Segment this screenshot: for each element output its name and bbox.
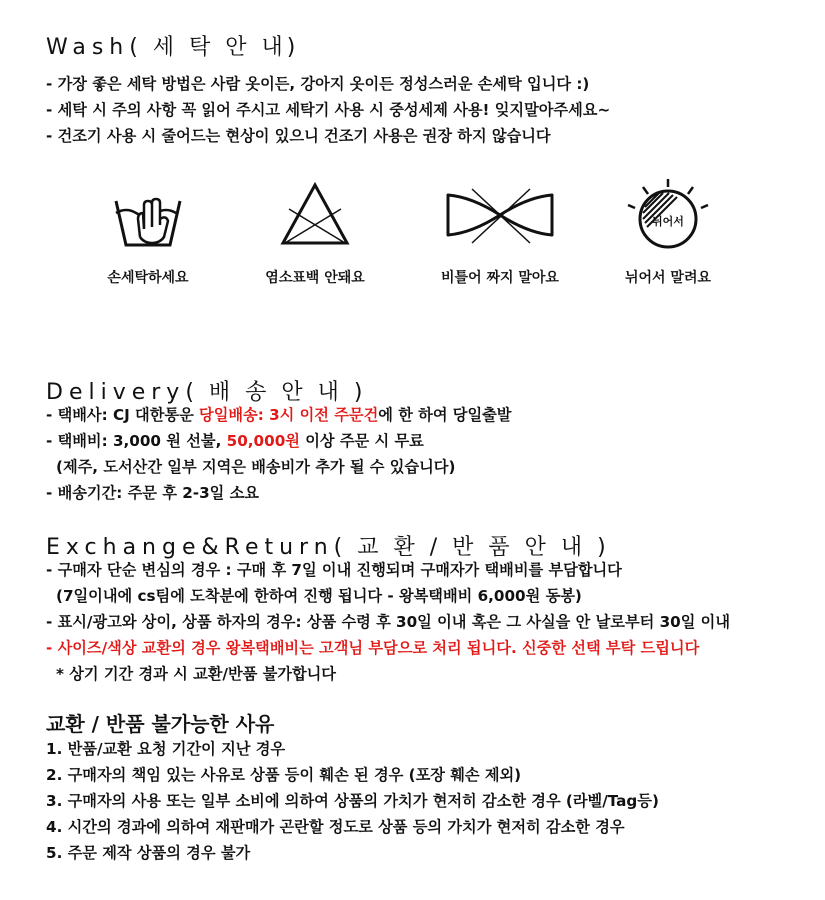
delivery-courier-suffix: 에 한 하여 당일출발 <box>378 406 512 424</box>
care-icon-item <box>410 175 590 287</box>
delivery-fee-text: - 택배비: 3,000 원 선불, <box>46 432 227 450</box>
wash-title-ko: ( 세 탁 안 내) <box>129 35 300 60</box>
exchange-title-ko: ( 교 환 / 반 품 안 내 ) <box>333 535 610 560</box>
delivery-courier-text: - 택배사: CJ 대한통운 <box>46 406 200 424</box>
free-shipping-threshold: 50,000원 <box>226 432 300 450</box>
delivery-line <box>46 428 511 454</box>
care-icon-item <box>58 175 238 287</box>
list-item: 2. 구매자의 책임 있는 사유로 상품 등이 훼손 된 경우 (포장 훼손 제외) <box>46 766 522 784</box>
exchange-warning-line: - 사이즈/색상 교환의 경우 왕복택배비는 고객님 부담으로 처리 됩니다. 신중한 선택 부탁 드립니다 <box>46 639 700 657</box>
delivery-line <box>46 402 511 428</box>
list-item: 1. 반품/교환 요청 기간이 지난 경우 <box>46 740 286 758</box>
flat-dry-badge-text: 뉘어서 <box>652 215 684 228</box>
hand-wash-icon <box>108 175 188 255</box>
exchange-line: (7일이내에 cs팀에 도착분에 한하여 진행 됩니다 - 왕복택배비 6,000원 동봉) <box>56 587 582 605</box>
wash-title-en: Wash <box>46 35 130 60</box>
care-icon-label: 뉘어서 말려요 <box>624 270 712 286</box>
noreturn-list <box>46 736 659 866</box>
list-item: 5. 주문 제작 상품의 경우 불가 <box>46 844 251 862</box>
wash-line: - 세탁 시 주의 사항 꼭 읽어 주시고 세탁기 사용 시 중성세제 사용! 잊지말아주세요~ <box>46 101 611 119</box>
exchange-line: - 구매자 단순 변심의 경우 : 구매 후 7일 이내 진행되며 구매자가 택배비를 부담합니다 <box>46 561 622 579</box>
same-day-highlight: 당일배송: 3시 이전 주문건 <box>199 406 379 424</box>
care-icon-label: 손세탁하세요 <box>107 270 189 286</box>
wash-line: - 건조기 사용 시 줄어드는 현상이 있으니 건조기 사용은 권장 하지 않습니다 <box>46 127 551 145</box>
delivery-line: (제주, 도서산간 일부 지역은 배송비가 추가 될 수 있습니다) <box>56 458 456 476</box>
exchange-title-en: Exchange&Return <box>46 535 334 560</box>
delivery-line: - 배송기간: 주문 후 2-3일 소요 <box>46 484 259 502</box>
wash-section-title <box>46 30 299 61</box>
care-icon-label: 비틀어 짜지 말아요 <box>441 270 559 286</box>
no-wring-icon <box>442 175 558 255</box>
delivery-fee-suffix: 이상 주문 시 무료 <box>299 432 424 450</box>
care-icon-item <box>225 175 405 287</box>
delivery-info <box>46 402 511 506</box>
delivery-title-en: Delivery <box>46 380 186 405</box>
care-icons-row <box>0 175 825 315</box>
noreturn-title: 교환 / 반품 불가능한 사유 <box>46 712 275 736</box>
flat-dry-icon <box>623 175 713 255</box>
care-icon-item <box>578 175 758 287</box>
exchange-line: - 표시/광고와 상이, 상품 하자의 경우: 상품 수령 후 30일 이내 혹은 그 사실을 안 날로부터 30일 이내 <box>46 613 731 631</box>
exchange-line: * 상기 기간 경과 시 교환/반품 불가합니다 <box>56 665 336 683</box>
exchange-info <box>46 557 730 687</box>
list-item: 4. 시간의 경과에 의하여 재판매가 곤란할 정도로 상품 등의 가치가 현저히 감소한 경우 <box>46 818 625 836</box>
wash-line: - 가장 좋은 세탁 방법은 사람 옷이든, 강아지 옷이든 정성스러운 손세탁 입니다 :) <box>46 75 590 93</box>
delivery-title-ko: ( 배 송 안 내 ) <box>185 380 367 405</box>
wash-instructions <box>46 71 610 149</box>
no-bleach-icon <box>275 175 355 255</box>
list-item: 3. 구매자의 사용 또는 일부 소비에 의하여 상품의 가치가 현저히 감소한 경우 (라벨/Tag등) <box>46 792 659 810</box>
care-icon-label: 염소표백 안돼요 <box>265 270 365 286</box>
